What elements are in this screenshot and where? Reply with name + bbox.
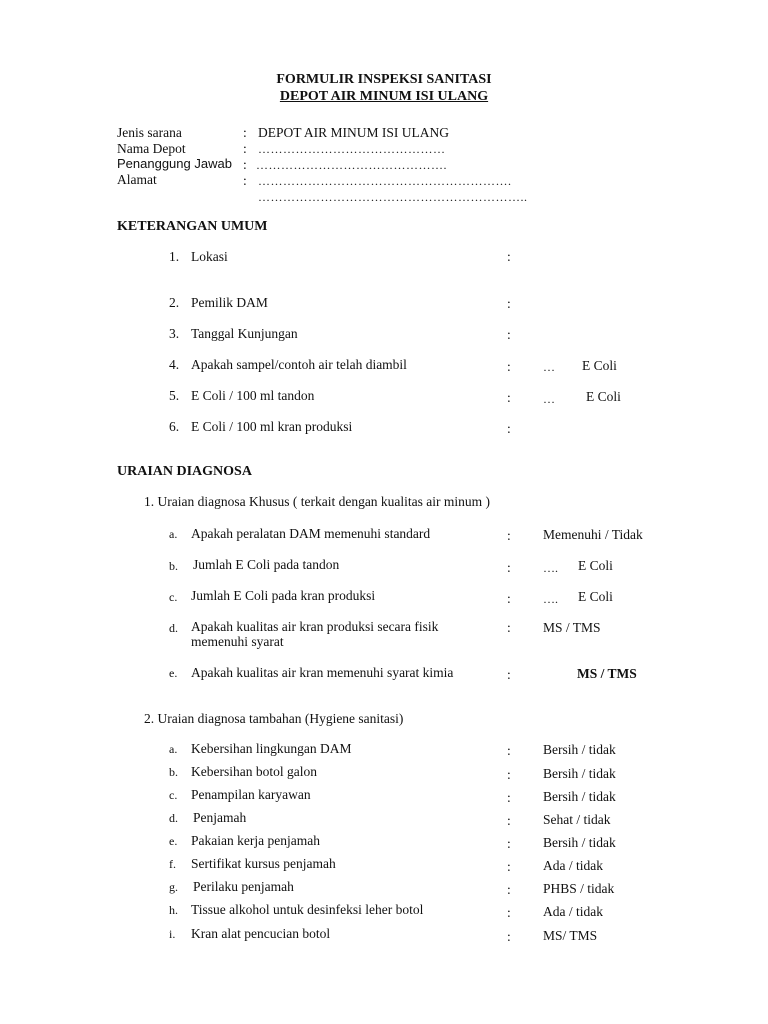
keterangan-item-num: 6. [169,419,180,434]
form-title-line1: FORMULIR INSPEKSI SANITASI [276,72,492,87]
keterangan-item-colon: : [507,421,511,436]
uraian-item-colon: : [507,929,511,944]
uraian-item-letter: h. [169,903,178,917]
uraian-item-value: MS / TMS [543,620,601,635]
identity-colon: : [243,157,247,172]
keterangan-item-value: E Coli [582,358,617,373]
uraian-item-letter: e. [169,666,178,680]
keterangan-item-dots: … [543,360,555,374]
keterangan-item-num: 4. [169,357,180,372]
uraian-item-value: Ada / tidak [543,858,603,873]
keterangan-item-colon: : [507,296,511,311]
uraian-heading: URAIAN DIAGNOSA [117,464,252,479]
keterangan-item-num: 1. [169,249,180,264]
uraian-item-label: Sertifikat kursus penjamah [191,856,336,871]
uraian-item-colon: : [507,528,511,543]
uraian-item-value: Bersih / tidak [543,835,616,850]
uraian-item-label: Kebersihan lingkungan DAM [191,741,352,756]
identity-colon: : [243,141,247,156]
uraian-item-label: Apakah kualitas air kran produksi secara fisik memenuhi syarat [191,619,439,649]
uraian-item-colon: : [507,667,511,682]
uraian-section1-title: 1. Uraian diagnosa Khusus ( terkait dengan kualitas air minum ) [144,494,491,509]
uraian-item-letter: d. [169,811,178,825]
identity-value-nama: ……………………………………… [258,142,446,156]
uraian-item-value: MS / TMS [577,666,637,681]
uraian-item-colon: : [507,790,511,805]
form-title-line2: DEPOT AIR MINUM ISI ULANG [279,89,489,104]
uraian-item-letter: c. [169,590,178,604]
identity-label-penanggung: Penanggung Jawab [117,156,232,171]
uraian-item-letter: f. [169,857,176,871]
identity-value-alamat: ……………………………………………………. [258,174,512,188]
identity-label-jenis: Jenis sarana [117,125,182,140]
keterangan-item-value: E Coli [586,389,621,404]
uraian-item-letter: d. [169,621,178,635]
uraian-item-letter: e. [169,834,178,848]
uraian-item-label: Penjamah [193,810,247,825]
uraian-item-value: Bersih / tidak [543,742,616,757]
keterangan-item-num: 2. [169,295,180,310]
uraian-item-letter: a. [169,742,178,756]
uraian-item-colon: : [507,620,511,635]
uraian-item-letter: c. [169,788,178,802]
uraian-item-label: Pakaian kerja penjamah [191,833,320,848]
uraian-item-label: Perilaku penjamah [193,879,294,894]
identity-value-alamat-line2: ……………………………………………………….. [258,190,528,204]
uraian-section2-title: 2. Uraian diagnosa tambahan (Hygiene sanitasi) [144,711,404,726]
uraian-item-label: Penampilan karyawan [191,787,311,802]
uraian-item-value: Bersih / tidak [543,789,616,804]
identity-colon: : [243,173,247,188]
uraian-item-letter: b. [169,559,178,573]
uraian-item-value: E Coli [578,589,613,604]
uraian-item-value: Bersih / tidak [543,766,616,781]
uraian-item-label: Kebersihan botol galon [191,764,317,779]
uraian-item-value: E Coli [578,558,613,573]
uraian-item-colon: : [507,767,511,782]
uraian-item-letter: g. [169,880,178,894]
uraian-item-label: Kran alat pencucian botol [191,926,331,941]
keterangan-item-dots: … [543,392,555,406]
keterangan-item-colon: : [507,359,511,374]
uraian-item-dots: …. [543,592,558,606]
uraian-item-colon: : [507,560,511,575]
uraian-item-value: PHBS / tidak [543,881,615,896]
keterangan-item-label: Lokasi [191,249,228,264]
uraian-item-value: Ada / tidak [543,904,603,919]
keterangan-item-num: 3. [169,326,180,341]
uraian-item-label: Jumlah E Coli pada tandon [193,557,340,572]
uraian-item-letter: b. [169,765,178,779]
keterangan-item-colon: : [507,249,511,264]
identity-colon: : [243,125,247,140]
uraian-item-colon: : [507,905,511,920]
identity-value-jenis: DEPOT AIR MINUM ISI ULANG [258,125,450,140]
uraian-item-colon: : [507,882,511,897]
uraian-item-value: Sehat / tidak [543,812,611,827]
identity-value-penanggung: ………………………………………. [256,158,447,172]
uraian-item-label: Tissue alkohol untuk desinfeksi leher botol [191,902,424,917]
keterangan-item-colon: : [507,390,511,405]
uraian-item-letter: i. [169,927,176,941]
uraian-item-colon: : [507,813,511,828]
keterangan-item-label: Tanggal Kunjungan [191,326,298,341]
keterangan-item-num: 5. [169,388,180,403]
uraian-item-value: MS/ TMS [543,928,598,943]
keterangan-item-label: Pemilik DAM [191,295,268,310]
uraian-item-dots: …. [543,561,558,575]
identity-label-nama: Nama Depot [117,141,186,156]
identity-label-alamat: Alamat [117,172,157,187]
uraian-item-colon: : [507,743,511,758]
keterangan-heading: KETERANGAN UMUM [117,219,268,234]
keterangan-item-label: Apakah sampel/contoh air telah diambil [191,357,407,372]
uraian-item-colon: : [507,836,511,851]
uraian-item-value: Memenuhi / Tidak [543,527,643,542]
uraian-item-letter: a. [169,527,178,541]
uraian-item-label: Apakah peralatan DAM memenuhi standard [191,526,431,541]
uraian-item-colon: : [507,591,511,606]
uraian-item-label: Jumlah E Coli pada kran produksi [191,588,376,603]
keterangan-item-label: E Coli / 100 ml kran produksi [191,419,353,434]
uraian-item-colon: : [507,859,511,874]
keterangan-item-label: E Coli / 100 ml tandon [191,388,315,403]
keterangan-item-colon: : [507,327,511,342]
uraian-item-label: Apakah kualitas air kran memenuhi syarat kimia [191,665,454,680]
